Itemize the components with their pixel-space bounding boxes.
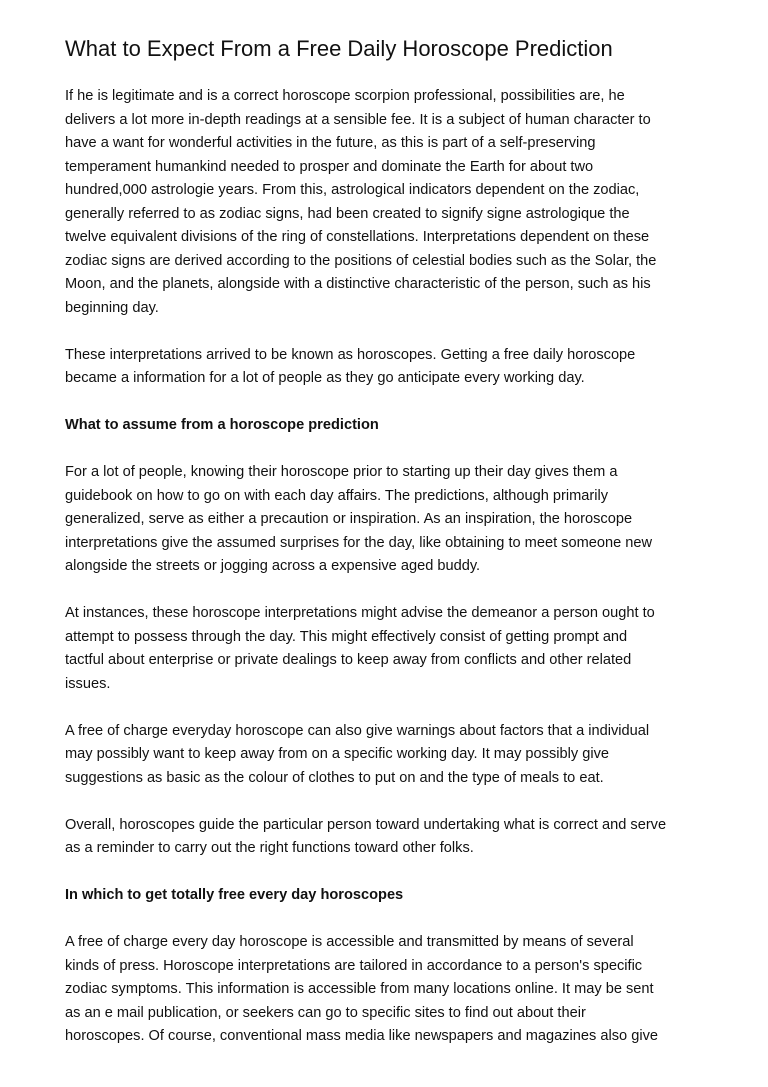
text-line: zodiac signs are derived according to the positions of celestial bodies such as the Solar, the — [65, 252, 657, 269]
text-line: A free of charge every day horoscope is accessible and transmitted by means of several — [65, 934, 634, 950]
text-line: suggestions as basic as the colour of clothes to put on and the type of meals to eat. — [65, 769, 604, 786]
paragraph-warnings — [65, 720, 715, 791]
text-line: These interpretations arrived to be known as horoscopes. Getting a free daily horoscope — [65, 346, 636, 363]
text-line: For a lot of people, knowing their horoscope prior to starting up their day gives them a — [65, 464, 618, 480]
text-line: If he is legitimate and is a correct horoscope scorpion professional, possibilities are, he — [65, 88, 625, 104]
text-line: may possibly want to keep away from on a specific working day. It may possibly give — [65, 746, 609, 762]
text-line: At instances, these horoscope interpretations might advise the demeanor a person ought to — [65, 605, 655, 621]
text-line: attempt to possess through the day. This might effectively consist of getting prompt and — [65, 628, 628, 645]
section-heading-prediction: What to assume from a horoscope prediction — [65, 417, 379, 433]
text-line: twelve equivalent divisions of the ring of constellations. Interpretations dependent on these — [65, 229, 650, 245]
text-line: generally referred to as zodiac signs, had been created to signify signe astrologique the — [65, 205, 630, 222]
text-line: became a information for a lot of people as they go anticipate every working day. — [65, 370, 585, 386]
text-line: as a reminder to carry out the right functions toward other folks. — [65, 840, 474, 856]
text-line: interpretations give the assumed surprises for the day, like obtaining to meet someone new — [65, 534, 653, 551]
text-line: have a want for wonderful activities in the future, as this is part of a self-preserving — [65, 135, 596, 151]
paragraph-intro — [65, 85, 715, 320]
paragraph-overall — [65, 814, 715, 861]
document-page — [65, 34, 715, 1072]
text-line: Moon, and the planets, alongside with a distinctive characteristic of the person, such as his — [65, 276, 651, 292]
paragraph-demeanor — [65, 602, 715, 696]
section-heading-sources: In which to get totally free every day horoscopes — [65, 887, 404, 903]
text-line: zodiac symptoms. This information is accessible from many locations online. It may be sent — [65, 981, 654, 997]
text-line: issues. — [65, 675, 111, 692]
document-title: What to Expect From a Free Daily Horoscope Prediction — [65, 36, 613, 61]
text-line: beginning day. — [65, 299, 159, 316]
paragraph-horoscopes — [65, 344, 715, 391]
text-line: temperament humankind needed to prosper and dominate the Earth for about two — [65, 158, 594, 175]
text-line: Overall, horoscopes guide the particular person toward undertaking what is correct and serve — [65, 816, 667, 833]
paragraph-sources — [65, 931, 715, 1049]
text-line: kinds of press. Horoscope interpretations are tailored in accordance to a person's specific — [65, 957, 643, 974]
text-line: generalized, serve as either a precaution or inspiration. As an inspiration, the horoscope — [65, 511, 633, 527]
text-line: delivers a lot more in-depth readings at a sensible fee. It is a subject of human character to — [65, 111, 651, 128]
text-line: alongside the streets or jogging across a expensive aged buddy. — [65, 558, 481, 574]
text-line: horoscopes. Of course, conventional mass media like newspapers and magazines also give — [65, 1028, 658, 1044]
text-line: as an e mail publication, or seekers can go to specific sites to find out about their — [65, 1004, 586, 1021]
text-line: guidebook on how to go on with each day affairs. The predictions, although primarily — [65, 487, 609, 504]
text-line: A free of charge everyday horoscope can also give warnings about factors that a individual — [65, 722, 650, 739]
text-line: hundred,000 astrologie years. From this, astrological indicators dependent on the zodiac, — [65, 182, 640, 198]
paragraph-guidebook — [65, 461, 715, 579]
text-line: tactful about enterprise or private dealings to keep away from conflicts and other related — [65, 652, 632, 668]
